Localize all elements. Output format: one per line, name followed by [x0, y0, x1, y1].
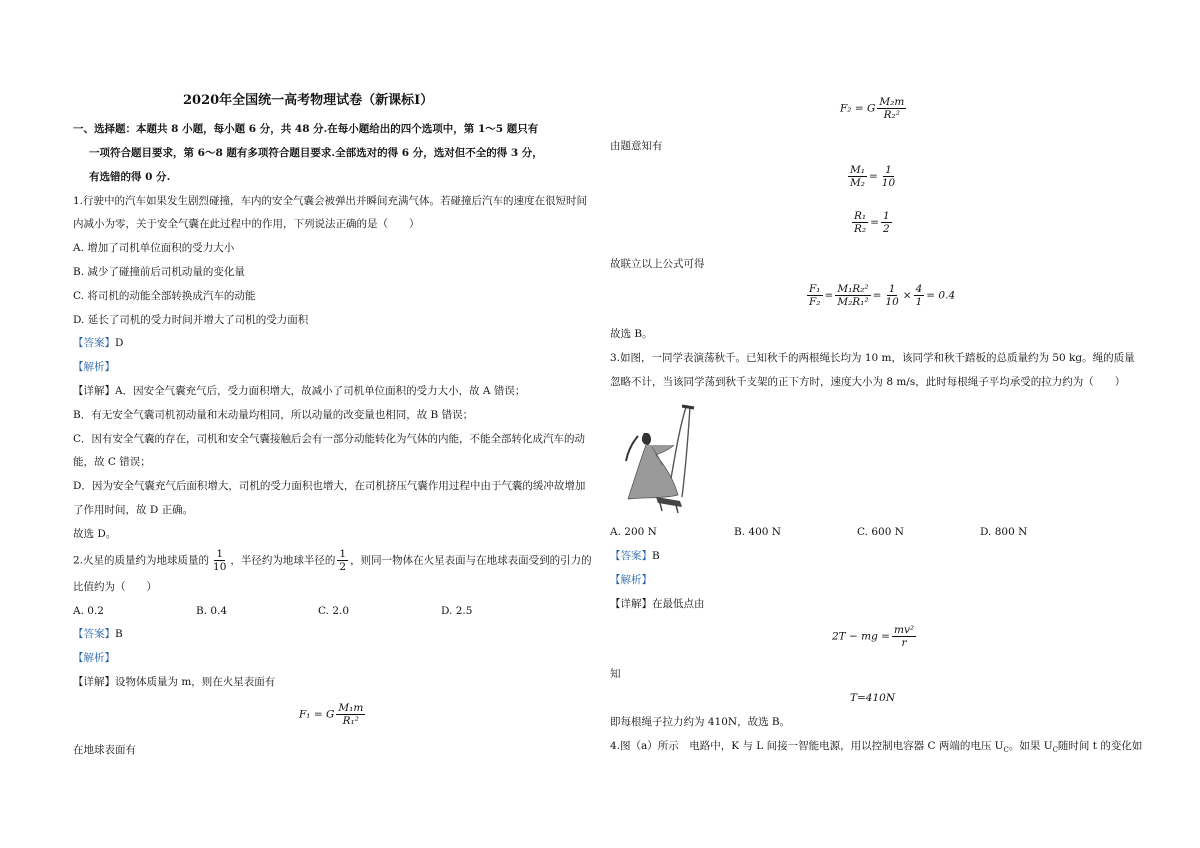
detail-tag: 【详解】 — [610, 598, 652, 610]
frac-den: 2 — [339, 561, 347, 573]
q2-answer — [73, 627, 123, 641]
left-column — [73, 0, 593, 848]
fraction-one-tenth — [211, 548, 228, 573]
q3-option-d: D. 800 N — [980, 526, 1028, 538]
frac-right — [880, 164, 897, 189]
frac-num: F₁ — [809, 283, 821, 295]
frac-den: R₂ — [854, 223, 867, 235]
q4-stem-line1 — [610, 739, 1142, 757]
frac-num: M₁ — [850, 164, 865, 176]
q3-answer — [610, 549, 660, 563]
q3-stem-line2: 忽略不计，当该同学荡到秋千支架的正下方时，速度大小为 8 m/s，此时每根绳子平均承受的拉力约为（ ） — [610, 376, 1126, 388]
eq-fraction — [892, 624, 916, 649]
q2-option-b: B. 0.4 — [196, 605, 228, 617]
detail-text: 设物体质量为 m，则在火星表面有 — [115, 676, 276, 688]
frac-num: 1 — [882, 210, 890, 222]
frac-left — [852, 210, 868, 235]
q2-option-c: C. 2.0 — [318, 605, 350, 617]
swing-illustration — [616, 403, 706, 515]
frac-four — [914, 283, 925, 308]
q4-stem-b: 。如果 U — [1008, 740, 1053, 752]
frac-den: r — [901, 637, 907, 649]
frac-den: F₂ — [809, 296, 821, 308]
frac-den: 10 — [885, 296, 899, 308]
eq-lhs: F₂ = G — [840, 102, 876, 115]
equals: = — [868, 170, 878, 183]
q2-option-d: D. 2.5 — [441, 605, 473, 617]
ratio-radius — [850, 210, 894, 235]
q3-option-b: B. 400 N — [734, 526, 781, 538]
q1-detail-5: D．因为安全气囊充气后面积增大，司机的受力面积也增大，在司机挤压气囊作用过程中由于气囊的缓冲故增加 — [73, 480, 586, 492]
q1-detail-6: 了作用时间，故 D 正确。 — [73, 504, 194, 516]
q2-stem-a: 2.火星的质量约为地球质量的 — [73, 554, 210, 567]
q4-stem-a: 4.图（a）所示 电路中，K 与 L 间接一智能电源，用以控制电容器 C 两端的电压 U — [610, 740, 1004, 752]
equation-f1 — [299, 702, 367, 727]
q1-option-a: A. 增加了司机单位面积的受力大小 — [73, 242, 235, 254]
q1-conclusion: 故选 D。 — [73, 528, 117, 540]
frac-f — [807, 283, 823, 308]
times: × — [902, 289, 912, 302]
frac-num: M₁R₂² — [837, 283, 869, 295]
answer-tag: 【答案】 — [73, 628, 115, 640]
q3-option-c: C. 600 N — [857, 526, 904, 538]
answer-value: D — [115, 337, 124, 349]
q1-detail-2: B．有无安全气囊司机初动量和末动量均相同，所以动量的改变量也相同，故 B 错误； — [73, 409, 474, 421]
eq-lhs: F₁ = G — [299, 708, 335, 721]
q4-stem-c: 随时间 t 的变化如 — [1057, 740, 1143, 752]
fraction-one-half — [337, 548, 348, 573]
exam-title: 2020年全国统一高考物理试卷（新课标Ⅰ） — [183, 93, 434, 108]
q3-detail — [610, 597, 705, 611]
q1-stem-line2: 内减小为零，关于安全气囊在此过程中的作用，下列说法正确的是（ ） — [73, 218, 420, 230]
frac-num: M₁m — [338, 702, 364, 714]
answer-value: B — [115, 628, 123, 640]
q1-analysis-tag: 【解析】 — [73, 361, 115, 373]
section-heading-line2: 一项符合题目要求，第 6～8 题有多项符合题目要求.全部选对的得 6 分，选对但不全的得 3 分， — [89, 147, 543, 159]
frac-num: mv² — [893, 624, 915, 636]
frac-den: M₂ — [850, 177, 865, 189]
q2-analysis-tag: 【解析】 — [73, 652, 115, 664]
answer-value: B — [652, 550, 660, 562]
frac-den: M₂R₁² — [837, 296, 869, 308]
frac-right — [881, 210, 892, 235]
known-text: 由题意知有 — [610, 140, 663, 152]
frac-den: 10 — [213, 561, 227, 573]
q1-detail-4: 能，故 C 错误； — [73, 456, 151, 468]
frac-left — [848, 164, 867, 189]
q1-detail-3: C．因有安全气囊的存在，司机和安全气囊接触后会有一部分动能转化为气体的内能，不能全部转化成汽车的动 — [73, 433, 586, 445]
section-heading-line3: 有选错的得 0 分. — [89, 171, 171, 183]
equals: = — [870, 216, 879, 229]
q2-stem-line1 — [73, 548, 592, 573]
q3-stem-line1: 3.如图，一同学表演荡秋千。已知秋千的两根绳长均为 10 m，该同学和秋千踏板的总质量约为 50 kg。绳的质量 — [610, 352, 1135, 364]
q1-answer — [73, 336, 123, 350]
result-value: = 0.4 — [926, 289, 956, 302]
detail-tag: 【详解】 — [73, 676, 115, 688]
earth-surface-text: 在地球表面有 — [73, 744, 136, 756]
frac-den: 2 — [882, 223, 890, 235]
frac-tenth — [883, 283, 900, 308]
q1-option-d: D. 延长了司机的受力时间并增大了司机的受力面积 — [73, 314, 309, 326]
q1-stem-line1: 1.行驶中的汽车如果发生剧烈碰撞，车内的安全气囊会被弹出并瞬间充满气体。若碰撞后汽车的速度在很短时间 — [73, 195, 588, 207]
tension-result: T=410N — [850, 692, 896, 704]
frac-den: 1 — [915, 296, 923, 308]
frac-num: R₁ — [854, 210, 867, 222]
result-equation: $\frac{\text{F₁}}{\text{F₂}}$ = $\frac{\text{M₁R₂²}}{\text{M₂R₁²}}$ = $\frac{1}{10}$ × $\frac{4}{1}$ = 0.4 — [809, 283, 956, 308]
subscript-c: C — [1003, 746, 1009, 755]
q2-stem-c: ，则同一物体在火星表面与在地球表面受到的引力的 — [350, 554, 592, 567]
detail-text: A．因安全气囊充气后，受力面积增大，故减小了司机单位面积的受力大小，故 A 错误； — [115, 385, 526, 397]
frac-den: R₁² — [342, 715, 359, 727]
equation-f2 — [840, 96, 908, 121]
frac-num: M₂m — [879, 96, 905, 108]
answer-tag: 【答案】 — [610, 550, 652, 562]
frac-num: 1 — [888, 283, 896, 295]
answer-tag: 【答案】 — [73, 337, 115, 349]
q3-equation — [832, 624, 918, 649]
q2-stem-b: ，半径约为地球半径的 — [230, 554, 336, 567]
detail-text: 在最低点由 — [652, 598, 705, 610]
q3-option-a: A. 200 N — [610, 526, 657, 538]
conclusion-q2: 故选 B。 — [610, 328, 653, 340]
frac-den: R₂² — [883, 109, 900, 121]
q2-option-a: A. 0.2 — [73, 605, 104, 617]
subscript-c: C — [1052, 746, 1058, 755]
detail-tag: 【详解】 — [73, 385, 115, 397]
section-heading-line1: 一、选择题：本题共 8 小题，每小题 6 分，共 48 分.在每小题给出的四个选项中，第 1～5 题只有 — [73, 123, 539, 135]
q1-detail-1 — [73, 384, 525, 398]
frac-num: 1 — [216, 548, 224, 560]
ratio-mass — [846, 164, 899, 189]
q3-conclusion: 即每根绳子拉力约为 410N，故选 B。 — [610, 716, 791, 728]
q2-stem-line2: 比值约为（ ） — [73, 581, 157, 593]
q2-detail — [73, 675, 275, 689]
eq-fraction — [336, 702, 365, 727]
frac-den: 10 — [881, 177, 896, 189]
frac-num: 1 — [339, 548, 347, 560]
q1-option-b: B. 减少了碰撞前后司机动量的变化量 — [73, 266, 245, 278]
combine-text: 故联立以上公式可得 — [610, 258, 705, 270]
frac-num: 4 — [915, 283, 923, 295]
frac-num: 1 — [885, 164, 892, 176]
q3-analysis-tag: 【解析】 — [610, 574, 652, 586]
eq-lhs: 2T − mg = — [832, 630, 890, 643]
eq-fraction — [877, 96, 906, 121]
frac-mr — [835, 283, 870, 308]
know-text: 知 — [610, 668, 621, 680]
q1-option-c: C. 将司机的动能全部转换成汽车的动能 — [73, 290, 256, 302]
